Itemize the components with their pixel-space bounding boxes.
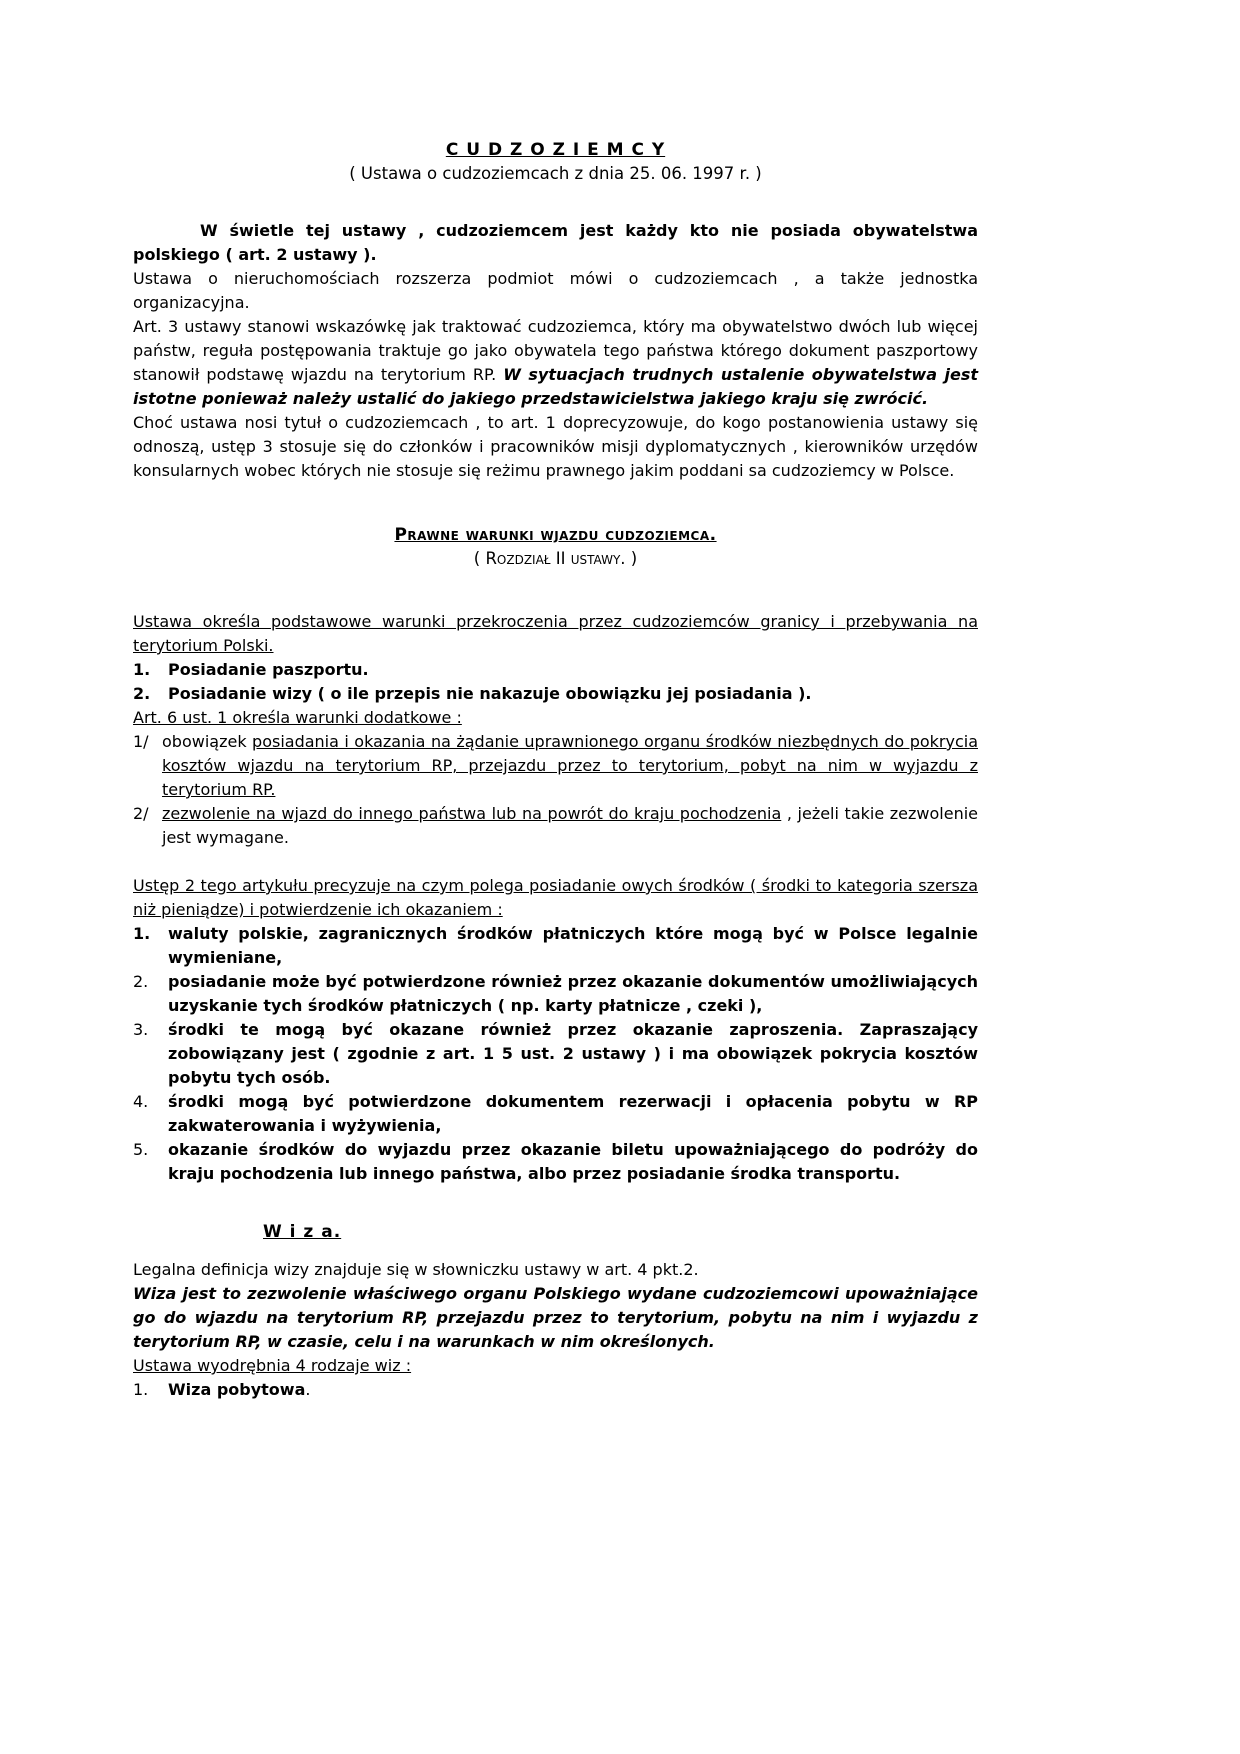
means-item-2-number: 2.: [133, 972, 149, 991]
means-item-3: [133, 1018, 978, 1090]
wiza-type-item-1-text: Wiza pobytowa: [168, 1380, 306, 1399]
ustep2-intro-paragraph: Ustęp 2 tego artykułu precyzuje na czym polega posiadanie owych środków ( środki to kategoria szersza niż pieniądze) i potwierdzenie ich okazaniem :: [133, 876, 978, 919]
means-item-5-number: 5.: [133, 1140, 149, 1159]
subcondition-item-1-number: 1/: [133, 732, 149, 751]
intro-paragraph-4: Choć ustawa nosi tytuł o cudzoziemcach , to art. 1 doprecyzowuje, do kogo postanowienia ustawy się odnoszą, ustęp 3 stosuje się do członków i pracowników misji dyplomatycznych , kierowników urzędów konsularnych wobec których nie stosuje się reżimu prawnego jakim poddani sa cudzoziemcy w Polsce.: [133, 413, 978, 480]
wiza-type-item-1-suffix: .: [305, 1380, 311, 1399]
means-item-3-text: środki te mogą być okazane również przez okazanie zaproszenia. Zapraszający zobowiązany jest ( zgodnie z art. 1 5 ust. 2 ustawy ) i ma obowiązek pokrycia kosztów pobytu tych osób.: [168, 1020, 978, 1087]
intro-lead-paragraph: W świetle tej ustawy , cudzoziemcem jest każdy kto nie posiada obywatelstwa polskiego ( art. 2 ustawy ).: [133, 221, 978, 264]
condition-item-1: [133, 658, 978, 682]
means-item-2-text: posiadanie może być potwierdzone również przez okazanie dokumentów umożliwiających uzyskanie tych środków płatniczych ( np. karty płatnicze , czeki ),: [168, 972, 978, 1015]
subcondition-item-1-plain: obowiązek: [162, 732, 253, 751]
document-title: C U D Z O Z I E M C Y: [445, 140, 666, 160]
intro-art3-text: Art. 3 ustawy stanowi wskazówkę jak traktować cudzoziemca, który ma obywatelstwo dwóch lub więcej państw, reguła postępowania traktuje go jako obywatela tego państwa którego dokument paszportowy stanowił podstawę wjazdu na terytorium RP.: [133, 317, 978, 384]
intro-art3-italic-text: W sytuacjach trudnych ustalenie obywatelstwa jest istotne ponieważ należy ustalić do jakiego przedstawicielstwa jakiego kraju się zwrócić.: [133, 365, 978, 408]
intro-paragraph-3: [133, 315, 978, 411]
means-item-3-number: 3.: [133, 1020, 149, 1039]
means-item-4-text: środki mogą być potwierdzone dokumentem rezerwacji i opłacenia pobytu w RP zakwaterowania i wyżywienia,: [168, 1092, 978, 1135]
means-item-1-text: waluty polskie, zagranicznych środków płatniczych które mogą być w Polsce legalnie wymieniane,: [168, 924, 978, 967]
subcondition-item-2-plain: , jeżeli takie zezwolenie jest wymagane.: [162, 804, 978, 847]
wiza-types-intro: Ustawa wyodrębnia 4 rodzaje wiz :: [133, 1356, 412, 1375]
wiza-type-item-1-number: 1.: [133, 1380, 149, 1399]
subcondition-item-1-underlined: posiadania i okazania na żądanie uprawnionego organu środków niezbędnych do pokrycia kosztów wjazdu na terytorium RP, przejazdu przez to terytorium, pobyt na nim w wyjazdu z terytorium RP.: [162, 732, 978, 799]
wiza-heading: [133, 1208, 978, 1256]
means-item-2: [133, 970, 978, 1018]
means-item-5-text: okazanie środków do wyjazdu przez okazanie biletu upoważniającego do podróży do kraju pochodzenia lub innego państwa, albo przez posiadanie środka transportu.: [168, 1140, 978, 1183]
wiza-type-item-1: [133, 1378, 978, 1402]
wiza-definition-paragraph: Wiza jest to zezwolenie właściwego organu Polskiego wydane cudzoziemcowi upoważniające go do wjazdu na terytorium RP, przejazdu przez to terytorium, pobytu na nim i wyjazdu z terytorium RP, w czasie, celu i na warunkach w nim określonych.: [133, 1284, 978, 1351]
means-item-1: [133, 922, 978, 970]
wiza-paragraph-1: Legalna definicja wizy znajduje się w słowniczku ustawy w art. 4 pkt.2.: [133, 1260, 699, 1279]
subcondition-item-2: [133, 802, 978, 850]
section-heading-text: Prawne warunki wjazdu cudzoziemca.: [394, 525, 717, 545]
document-subtitle: ( Ustawa o cudzoziemcach z dnia 25. 06. 1997 r. ): [349, 164, 762, 183]
means-item-1-number: 1.: [133, 924, 151, 943]
means-item-4: [133, 1090, 978, 1138]
art6-line: Art. 6 ust. 1 określa warunki dodatkowe :: [133, 708, 462, 727]
condition-item-2: [133, 682, 978, 706]
section-subheading: ( Rozdział II ustawy. ): [473, 549, 638, 568]
means-item-5: [133, 1138, 978, 1186]
condition-item-2-number: 2.: [133, 684, 151, 703]
condition-item-2-text: Posiadanie wizy ( o ile przepis nie nakazuje obowiązku jej posiadania ).: [168, 684, 812, 703]
condition-item-1-number: 1.: [133, 660, 151, 679]
subcondition-item-2-underlined: zezwolenie na wjazd do innego państwa lub na powrót do kraju pochodzenia: [162, 804, 782, 823]
section-heading: [133, 523, 978, 547]
condition-item-1-text: Posiadanie paszportu.: [168, 660, 369, 679]
subcondition-item-1: [133, 730, 978, 802]
means-item-4-number: 4.: [133, 1092, 149, 1111]
subcondition-item-2-number: 2/: [133, 804, 149, 823]
conditions-intro-paragraph: Ustawa określa podstawowe warunki przekroczenia przez cudzoziemców granicy i przebywania na terytorium Polski.: [133, 612, 978, 655]
intro-paragraph-2: Ustawa o nieruchomościach rozszerza podmiot mówi o cudzoziemcach , a także jednostka organizacyjna.: [133, 269, 978, 312]
wiza-heading-text: W i z a.: [263, 1222, 342, 1242]
